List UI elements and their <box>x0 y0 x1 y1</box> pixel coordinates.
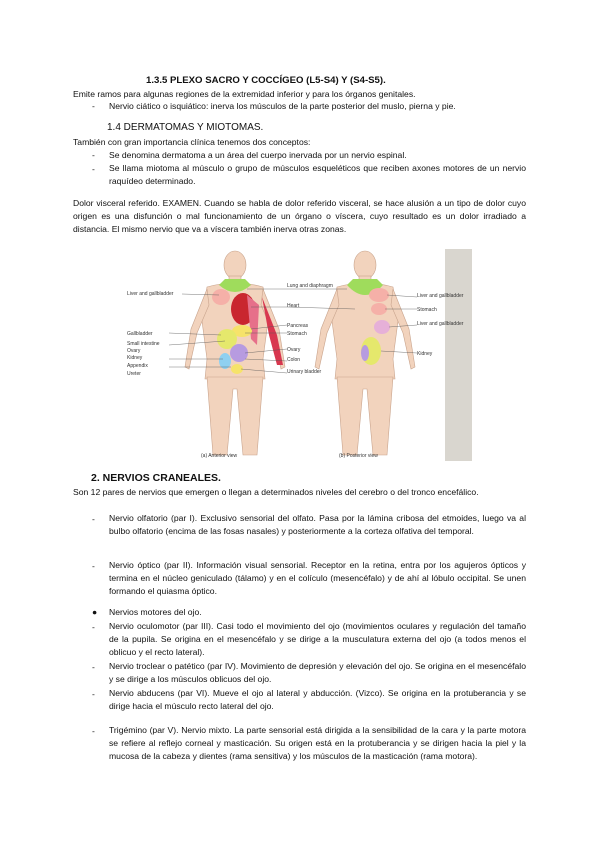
bullet-dash: - <box>92 622 95 632</box>
label-liver-back: Liver and gallbladder <box>417 293 464 299</box>
bullet-trigemino: Trigémino (par V). Nervio mixto. La parte sensorial está dirigida a la sensibilidad de la cara y la parte motora se refiere al reflejo corneal y masticación. Su origen está en la protuberancia y se dirigen hacia la piel y la mucosa de la cabeza y dientes (rama sensitiva) y los músculos de la masticación (rama motora). <box>109 725 526 762</box>
bullet-dash: - <box>92 164 95 174</box>
label-liver-back-2: Liver and gallbladder <box>417 321 464 327</box>
bullet-dash: - <box>92 514 95 524</box>
caption-posterior: (b) Posterior view <box>339 453 378 459</box>
caption-anterior: (a) Anterior view <box>201 453 238 459</box>
referred-pain-figure <box>127 249 472 461</box>
bullet-oculomotor: Nervio oculomotor (par III). Casi todo el movimiento del ojo (movimientos oculares y regulación del tamaño de la pupila. Se origina en el mesencéfalo y se dirige a la musculatura externa del ojo (a todos menos el oblicuo y el recto lateral). <box>109 621 526 658</box>
bullet-optico: Nervio óptico (par II). Información visual sensorial. Receptor en la retina, entra por los agujeros ópticos y termina en el núcleo geniculado (tálamo) y en el colículo (mesencéfalo) y de ahí al lóbulo occipital. Se unen formando el quiasma óptico. <box>109 560 526 597</box>
bullet-dash: - <box>92 689 95 699</box>
section-135-title: 1.3.5 PLEXO SACRO Y COCCÍGEO (L5-S4) Y (S4-S5). <box>146 75 386 86</box>
label-kidney-left: Kidney <box>127 355 143 361</box>
label-liver-front: Liver and gallbladder <box>127 291 174 297</box>
zone-stomach-back <box>371 303 387 315</box>
section-14-intro: También con gran importancia clínica tenemos dos conceptos: <box>73 137 311 147</box>
label-ureter: Ureter <box>127 371 141 377</box>
bullet-dot: ● <box>92 607 98 617</box>
motores-title: Nervios motores del ojo. <box>109 607 202 617</box>
section-2-intro: Son 12 pares de nervios que emergen o llegan a determinados niveles del cerebro o del tronco encefálico. <box>73 487 479 497</box>
zone-liver-back-2 <box>374 320 390 334</box>
label-kidney-back: Kidney <box>417 351 433 357</box>
bullet-dash: - <box>92 101 95 111</box>
bullet-ciatico: Nervio ciático o isquiático: inerva los músculos de la parte posterior del muslo, pierna y pie. <box>109 101 456 111</box>
zone-liver-front <box>212 289 230 305</box>
label-ovary-mid: Ovary <box>287 347 301 353</box>
label-heart: Heart <box>287 303 300 309</box>
label-gallbladder: Gallbladder <box>127 331 153 337</box>
bullet-dermatoma: Se denomina dermatoma a un área del cuerpo inervada por un nervio espinal. <box>109 150 407 160</box>
bullet-dash: - <box>92 662 95 672</box>
section-2-title: 2. NERVIOS CRANEALES. <box>91 472 221 484</box>
bullet-abducens: Nervio abducens (par VI). Mueve el ojo al lateral y abducción. (Vizco). Se origina en la protuberancia y se dirige hacia el músculo recto lateral del ojo. <box>109 688 526 712</box>
label-bladder: Urinary bladder <box>287 369 322 375</box>
zone-kidney-inner <box>361 345 369 361</box>
label-stomach-back: Stomach <box>417 307 437 313</box>
label-lung: Lung and diaphragm <box>287 283 333 289</box>
bullet-miotoma: Se llama miotoma al músculo o grupo de músculos esqueléticos que reciben axones motores de un nervio raquídeo determinado. <box>109 163 526 187</box>
label-appendix: Appendix <box>127 363 148 369</box>
zone-appendix <box>219 353 231 369</box>
bullet-olfatorio: Nervio olfatorio (par I). Exclusivo sensorial del olfato. Pasa por la lámina cribosa del etmoides, luego va al bulbo olfatorio (encima de las fosas nasales) y posteriormente a la corteza olfativa del temporal. <box>109 513 526 537</box>
label-small-intestine: Small intestine <box>127 341 160 347</box>
zone-liver-back <box>369 288 389 302</box>
label-colon: Colon <box>287 357 301 363</box>
section-135-intro: Emite ramos para algunas regiones de la extremidad inferior y para los órganos genitales. <box>73 89 416 99</box>
section-14-title: 1.4 DERMATOMAS Y MIOTOMAS. <box>107 122 264 133</box>
body-diagram <box>127 249 472 461</box>
bullet-dash: - <box>92 561 95 571</box>
label-ovary-left: Ovary <box>127 348 141 354</box>
label-stomach: Stomach <box>287 331 307 337</box>
bullet-dash: - <box>92 726 95 736</box>
bullet-troclear: Nervio troclear o patético (par IV). Movimiento de depresión y elevación del ojo. Se origina en el mesencéfalo y se dirige a los músculos oblicuos del ojo. <box>109 661 526 685</box>
label-pancreas: Pancreas <box>287 323 309 329</box>
bullet-dash: - <box>92 150 95 160</box>
paragraph-dolor-referido: Dolor visceral referido. EXAMEN. Cuando se habla de dolor referido visceral, se hace alusión a un tipo de dolor cuyo origen es una disfunción o mal funcionamiento de un órgano o víscera, cuyo resultado es un dolor irradiado a distancia. El mismo nervio que va a víscera también inerva otras zonas. <box>73 198 526 235</box>
